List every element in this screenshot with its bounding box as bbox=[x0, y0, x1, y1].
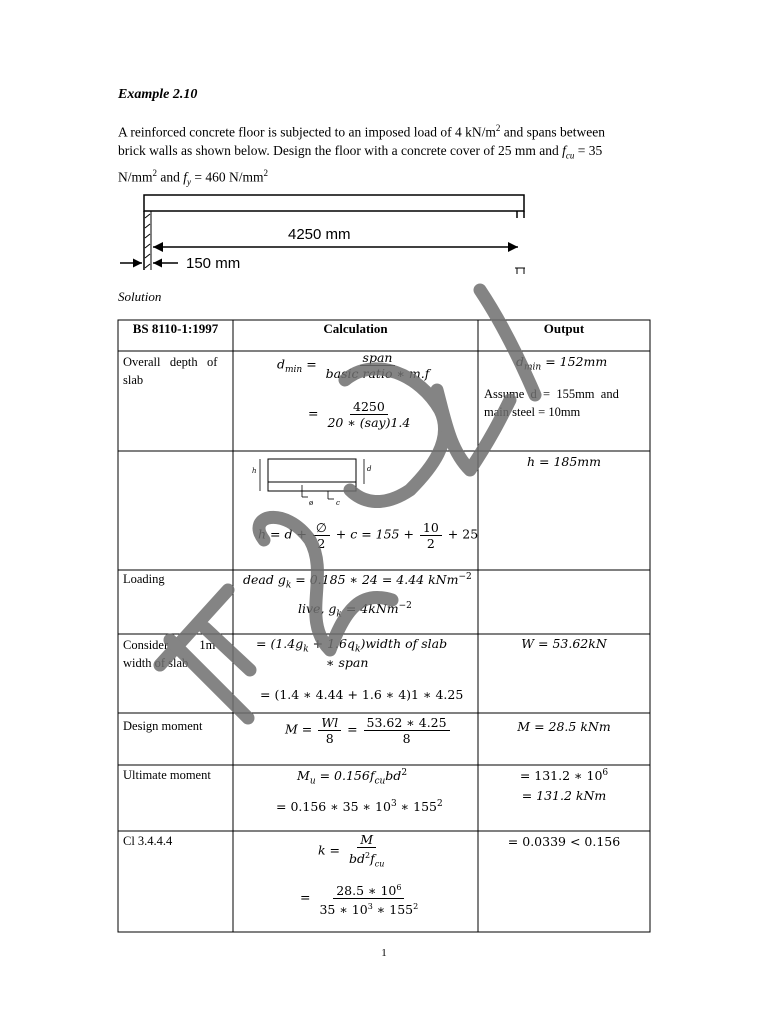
example-heading: Example 2.10 bbox=[118, 87, 198, 102]
section-label-h: h bbox=[252, 467, 257, 475]
header-reference: BS 8110-1:1997 bbox=[132, 321, 219, 336]
row-width-ref: Consider 1m width of slab bbox=[123, 638, 216, 670]
row-overall-depth-h-calc: h = d + $\frac{\emptyset}{2}$ + c = 155 + $\frac{10}{2}$ + 25 bbox=[258, 520, 479, 551]
header-calculation: Calculation bbox=[323, 321, 388, 336]
row-design-moment-calc: M = $\frac{Wl}{8}$ = $\frac{53.62 ∗ 4.25}{8}$ bbox=[285, 715, 452, 746]
row-ultimate-moment-output-1: = 131.2 ∗ $10^6$ bbox=[519, 768, 609, 784]
header-output: Output bbox=[543, 321, 585, 336]
section-label-d: d bbox=[367, 465, 372, 473]
row-loading-calc-2: live, $g_k = 4kNm^{-2}$ bbox=[298, 601, 412, 620]
row-loading-ref: Loading bbox=[123, 572, 165, 586]
section-label-c: c bbox=[336, 499, 340, 507]
row-loading-calc-1: dead $g_k = 0.185$ ∗ 24 = 4.44 kNm$^{-2}$ bbox=[243, 572, 472, 591]
solution-label: Solution bbox=[118, 289, 162, 304]
row-overall-depth-calc-2: = $\frac{4250}{\text{20 ∗ (say)1.4}}$ bbox=[308, 399, 411, 430]
wall-label: 150 mm bbox=[186, 255, 241, 272]
row-overall-depth-output-1: $d_{min} = 152mm$ bbox=[516, 354, 608, 373]
row-clause-calc-1: k = $\frac{M}{bd^2f_{cu}}$ bbox=[318, 832, 385, 869]
problem-statement: A reinforced concrete floor is subjected to an imposed load of 4 $kN/m^2$ and spans between brick walls as shown below. Design the floor with a concrete cover of 25 mm and $f_{cu} = 35$ $N/mm^2$ and $f_y = 460$ $N/mm^2$ bbox=[118, 123, 605, 188]
row-ultimate-moment-ref: Ultimate moment bbox=[123, 768, 211, 782]
row-overall-depth-output-2: Assume d = 155mm and main steel = 10mm bbox=[484, 387, 619, 419]
row-design-moment-output: M = 28.5 kNm bbox=[517, 719, 611, 734]
section-label-phi: ø bbox=[309, 499, 314, 507]
row-h-output: h = 185mm bbox=[526, 454, 602, 469]
row-ultimate-moment-calc-1: $M_u = 0.156f_{cu}bd^2$ bbox=[297, 768, 408, 787]
row-design-moment-ref: Design moment bbox=[123, 719, 203, 733]
row-width-calc-1: = ($1.4g_k$ + $1.6q_k)width$ of slab bbox=[256, 636, 448, 655]
slab-section-sketch bbox=[250, 455, 380, 510]
row-overall-depth-ref: Overall depth of slab bbox=[123, 355, 218, 387]
row-width-calc-2: = (1.4 ∗ 4.44 + 1.6 ∗ 4)1 ∗ 4.25 bbox=[260, 687, 464, 702]
row-ultimate-moment-output-2: = 131.2 kNm bbox=[521, 788, 607, 803]
row-ultimate-moment-calc-2: = 0.156 ∗ 35 ∗ $10^3$ ∗ $155^2$ bbox=[276, 799, 443, 815]
row-width-calc-1b: ∗ span bbox=[326, 655, 369, 670]
row-clause-output: = 0.0339 < 0.156 bbox=[507, 834, 621, 849]
row-clause-ref: Cl 3.4.4.4 bbox=[123, 834, 173, 848]
page-number: 1 bbox=[381, 947, 387, 959]
row-width-output: W = 53.62kN bbox=[521, 636, 607, 651]
row-overall-depth-calc-1: $d_{min}$ = $\frac{\text{span}}{\text{basic ratio ∗ m.f}}$ bbox=[277, 350, 430, 381]
row-clause-calc-2: = $\frac{28.5 ∗ 10^6}{35 ∗ 10^3 ∗ 155^2}$ bbox=[300, 880, 423, 917]
span-label: 4250 mm bbox=[288, 226, 351, 243]
